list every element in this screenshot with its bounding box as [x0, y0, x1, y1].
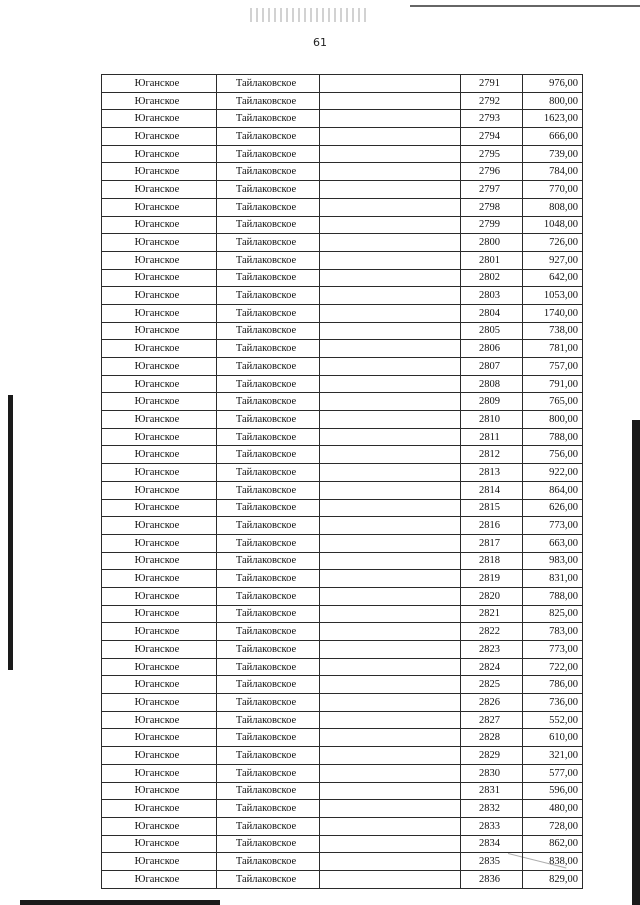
- cell-field: Юганское: [102, 499, 217, 517]
- cell-note: [320, 570, 461, 588]
- table-row: [102, 251, 583, 269]
- scan-edge-mark-left: [8, 395, 13, 670]
- cell-field: Юганское: [102, 711, 217, 729]
- cell-note: [320, 75, 461, 93]
- cell-field: Юганское: [102, 340, 217, 358]
- scan-noise-top: [250, 8, 370, 22]
- cell-value: 773,00: [523, 517, 583, 535]
- table-row: [102, 145, 583, 163]
- cell-note: [320, 552, 461, 570]
- cell-number: 2810: [461, 411, 523, 429]
- cell-note: [320, 446, 461, 464]
- cell-value: 786,00: [523, 676, 583, 694]
- cell-number: 2817: [461, 534, 523, 552]
- cell-area: Тайлаковское: [217, 853, 320, 871]
- cell-value: 1048,00: [523, 216, 583, 234]
- cell-field: Юганское: [102, 428, 217, 446]
- cell-note: [320, 835, 461, 853]
- cell-area: Тайлаковское: [217, 800, 320, 818]
- cell-area: Тайлаковское: [217, 870, 320, 888]
- cell-value: 666,00: [523, 128, 583, 146]
- cell-value: 831,00: [523, 570, 583, 588]
- cell-value: 765,00: [523, 393, 583, 411]
- table-row: [102, 464, 583, 482]
- table-row: [102, 411, 583, 429]
- cell-note: [320, 605, 461, 623]
- cell-area: Тайлаковское: [217, 198, 320, 216]
- table-row: [102, 481, 583, 499]
- cell-field: Юганское: [102, 358, 217, 376]
- cell-value: 838,00: [523, 853, 583, 871]
- table-row: [102, 358, 583, 376]
- cell-number: 2819: [461, 570, 523, 588]
- cell-value: 722,00: [523, 658, 583, 676]
- cell-field: Юганское: [102, 817, 217, 835]
- cell-area: Тайлаковское: [217, 358, 320, 376]
- cell-area: Тайлаковское: [217, 676, 320, 694]
- cell-field: Юганское: [102, 198, 217, 216]
- cell-value: 596,00: [523, 782, 583, 800]
- cell-area: Тайлаковское: [217, 234, 320, 252]
- table-row: [102, 393, 583, 411]
- table-row: [102, 817, 583, 835]
- table-row: [102, 800, 583, 818]
- registry-table: [101, 74, 583, 889]
- table-row: [102, 75, 583, 93]
- cell-area: Тайлаковское: [217, 322, 320, 340]
- table-row: [102, 570, 583, 588]
- cell-area: Тайлаковское: [217, 764, 320, 782]
- cell-number: 2802: [461, 269, 523, 287]
- cell-field: Юганское: [102, 481, 217, 499]
- cell-number: 2825: [461, 676, 523, 694]
- cell-value: 321,00: [523, 747, 583, 765]
- cell-number: 2815: [461, 499, 523, 517]
- cell-number: 2796: [461, 163, 523, 181]
- cell-field: Юганское: [102, 676, 217, 694]
- cell-value: 1740,00: [523, 304, 583, 322]
- cell-area: Тайлаковское: [217, 145, 320, 163]
- cell-note: [320, 234, 461, 252]
- cell-number: 2792: [461, 92, 523, 110]
- cell-note: [320, 782, 461, 800]
- cell-field: Юганское: [102, 605, 217, 623]
- cell-area: Тайлаковское: [217, 534, 320, 552]
- cell-number: 2791: [461, 75, 523, 93]
- cell-value: 788,00: [523, 587, 583, 605]
- table-row: [102, 853, 583, 871]
- cell-number: 2831: [461, 782, 523, 800]
- cell-number: 2803: [461, 287, 523, 305]
- cell-note: [320, 694, 461, 712]
- cell-area: Тайлаковское: [217, 835, 320, 853]
- cell-number: 2805: [461, 322, 523, 340]
- cell-value: 788,00: [523, 428, 583, 446]
- cell-note: [320, 817, 461, 835]
- cell-field: Юганское: [102, 128, 217, 146]
- table-row: [102, 835, 583, 853]
- cell-number: 2811: [461, 428, 523, 446]
- cell-area: Тайлаковское: [217, 340, 320, 358]
- table-row: [102, 128, 583, 146]
- cell-value: 791,00: [523, 375, 583, 393]
- cell-field: Юганское: [102, 304, 217, 322]
- cell-value: 1053,00: [523, 287, 583, 305]
- cell-number: 2826: [461, 694, 523, 712]
- cell-number: 2834: [461, 835, 523, 853]
- cell-area: Тайлаковское: [217, 304, 320, 322]
- cell-value: 784,00: [523, 163, 583, 181]
- cell-note: [320, 764, 461, 782]
- cell-field: Юганское: [102, 800, 217, 818]
- table-row: [102, 446, 583, 464]
- cell-note: [320, 481, 461, 499]
- cell-number: 2814: [461, 481, 523, 499]
- cell-note: [320, 587, 461, 605]
- cell-note: [320, 464, 461, 482]
- cell-area: Тайлаковское: [217, 216, 320, 234]
- scan-edge-bar-right: [632, 420, 640, 905]
- cell-field: Юганское: [102, 623, 217, 641]
- cell-area: Тайлаковское: [217, 658, 320, 676]
- table-row: [102, 587, 583, 605]
- cell-number: 2824: [461, 658, 523, 676]
- cell-number: 2812: [461, 446, 523, 464]
- cell-field: Юганское: [102, 870, 217, 888]
- cell-note: [320, 92, 461, 110]
- cell-value: 577,00: [523, 764, 583, 782]
- cell-field: Юганское: [102, 747, 217, 765]
- cell-value: 726,00: [523, 234, 583, 252]
- cell-value: 739,00: [523, 145, 583, 163]
- cell-note: [320, 393, 461, 411]
- cell-value: 825,00: [523, 605, 583, 623]
- cell-value: 864,00: [523, 481, 583, 499]
- table-row: [102, 676, 583, 694]
- cell-note: [320, 181, 461, 199]
- cell-note: [320, 428, 461, 446]
- cell-value: 728,00: [523, 817, 583, 835]
- table-row: [102, 322, 583, 340]
- cell-area: Тайлаковское: [217, 587, 320, 605]
- cell-field: Юганское: [102, 234, 217, 252]
- table-row: [102, 694, 583, 712]
- cell-number: 2816: [461, 517, 523, 535]
- table-row: [102, 92, 583, 110]
- cell-note: [320, 358, 461, 376]
- cell-area: Тайлаковское: [217, 623, 320, 641]
- cell-note: [320, 711, 461, 729]
- cell-note: [320, 534, 461, 552]
- cell-field: Юганское: [102, 110, 217, 128]
- cell-value: 756,00: [523, 446, 583, 464]
- registry-table-body: [102, 75, 583, 889]
- cell-area: Тайлаковское: [217, 747, 320, 765]
- cell-number: 2833: [461, 817, 523, 835]
- cell-note: [320, 747, 461, 765]
- cell-value: 610,00: [523, 729, 583, 747]
- cell-number: 2813: [461, 464, 523, 482]
- cell-area: Тайлаковское: [217, 517, 320, 535]
- cell-value: 552,00: [523, 711, 583, 729]
- cell-number: 2827: [461, 711, 523, 729]
- cell-number: 2800: [461, 234, 523, 252]
- cell-field: Юганское: [102, 287, 217, 305]
- cell-number: 2821: [461, 605, 523, 623]
- cell-field: Юганское: [102, 782, 217, 800]
- table-row: [102, 782, 583, 800]
- table-row: [102, 269, 583, 287]
- cell-number: 2804: [461, 304, 523, 322]
- cell-field: Юганское: [102, 145, 217, 163]
- cell-area: Тайлаковское: [217, 782, 320, 800]
- cell-field: Юганское: [102, 552, 217, 570]
- cell-note: [320, 340, 461, 358]
- cell-field: Юганское: [102, 411, 217, 429]
- cell-area: Тайлаковское: [217, 464, 320, 482]
- cell-area: Тайлаковское: [217, 393, 320, 411]
- cell-field: Юганское: [102, 694, 217, 712]
- cell-value: 983,00: [523, 552, 583, 570]
- cell-field: Юганское: [102, 393, 217, 411]
- cell-area: Тайлаковское: [217, 729, 320, 747]
- table-row: [102, 304, 583, 322]
- cell-note: [320, 375, 461, 393]
- scan-edge-line-top: [410, 5, 640, 7]
- cell-note: [320, 499, 461, 517]
- cell-number: 2829: [461, 747, 523, 765]
- cell-field: Юганское: [102, 853, 217, 871]
- cell-field: Юганское: [102, 587, 217, 605]
- cell-field: Юганское: [102, 835, 217, 853]
- cell-number: 2795: [461, 145, 523, 163]
- cell-value: 1623,00: [523, 110, 583, 128]
- cell-note: [320, 641, 461, 659]
- cell-field: Юганское: [102, 764, 217, 782]
- cell-field: Юганское: [102, 251, 217, 269]
- cell-note: [320, 251, 461, 269]
- cell-value: 976,00: [523, 75, 583, 93]
- cell-value: 783,00: [523, 623, 583, 641]
- table-row: [102, 711, 583, 729]
- table-row: [102, 287, 583, 305]
- cell-number: 2794: [461, 128, 523, 146]
- cell-number: 2820: [461, 587, 523, 605]
- cell-value: 770,00: [523, 181, 583, 199]
- cell-value: 800,00: [523, 411, 583, 429]
- cell-value: 757,00: [523, 358, 583, 376]
- table-row: [102, 181, 583, 199]
- cell-number: 2808: [461, 375, 523, 393]
- cell-area: Тайлаковское: [217, 181, 320, 199]
- cell-value: 663,00: [523, 534, 583, 552]
- cell-value: 480,00: [523, 800, 583, 818]
- cell-area: Тайлаковское: [217, 411, 320, 429]
- cell-number: 2797: [461, 181, 523, 199]
- cell-number: 2807: [461, 358, 523, 376]
- cell-area: Тайлаковское: [217, 641, 320, 659]
- cell-note: [320, 623, 461, 641]
- cell-note: [320, 198, 461, 216]
- cell-area: Тайлаковское: [217, 817, 320, 835]
- cell-note: [320, 411, 461, 429]
- cell-note: [320, 163, 461, 181]
- cell-value: 922,00: [523, 464, 583, 482]
- table-row: [102, 552, 583, 570]
- table-row: [102, 499, 583, 517]
- cell-note: [320, 322, 461, 340]
- cell-value: 781,00: [523, 340, 583, 358]
- cell-area: Тайлаковское: [217, 605, 320, 623]
- table-row: [102, 198, 583, 216]
- cell-area: Тайлаковское: [217, 75, 320, 93]
- cell-field: Юганское: [102, 570, 217, 588]
- cell-number: 2836: [461, 870, 523, 888]
- cell-area: Тайлаковское: [217, 499, 320, 517]
- cell-value: 738,00: [523, 322, 583, 340]
- cell-note: [320, 304, 461, 322]
- table-row: [102, 623, 583, 641]
- cell-note: [320, 658, 461, 676]
- table-row: [102, 163, 583, 181]
- table-row: [102, 534, 583, 552]
- cell-field: Юганское: [102, 92, 217, 110]
- cell-note: [320, 853, 461, 871]
- cell-area: Тайлаковское: [217, 128, 320, 146]
- table-row: [102, 729, 583, 747]
- cell-field: Юганское: [102, 641, 217, 659]
- cell-note: [320, 729, 461, 747]
- cell-field: Юганское: [102, 163, 217, 181]
- cell-area: Тайлаковское: [217, 269, 320, 287]
- cell-number: 2832: [461, 800, 523, 818]
- cell-number: 2809: [461, 393, 523, 411]
- cell-value: 829,00: [523, 870, 583, 888]
- cell-value: 808,00: [523, 198, 583, 216]
- cell-value: 736,00: [523, 694, 583, 712]
- cell-area: Тайлаковское: [217, 287, 320, 305]
- page-number: 61: [313, 36, 327, 49]
- table-row: [102, 641, 583, 659]
- table-row: [102, 340, 583, 358]
- cell-number: 2806: [461, 340, 523, 358]
- cell-value: 862,00: [523, 835, 583, 853]
- cell-value: 773,00: [523, 641, 583, 659]
- cell-area: Тайлаковское: [217, 375, 320, 393]
- cell-field: Юганское: [102, 534, 217, 552]
- cell-number: 2818: [461, 552, 523, 570]
- cell-field: Юганское: [102, 464, 217, 482]
- cell-area: Тайлаковское: [217, 92, 320, 110]
- cell-number: 2835: [461, 853, 523, 871]
- cell-number: 2798: [461, 198, 523, 216]
- table-row: [102, 428, 583, 446]
- table-row: [102, 517, 583, 535]
- cell-note: [320, 269, 461, 287]
- cell-value: 642,00: [523, 269, 583, 287]
- cell-area: Тайлаковское: [217, 163, 320, 181]
- cell-note: [320, 517, 461, 535]
- cell-number: 2793: [461, 110, 523, 128]
- cell-field: Юганское: [102, 181, 217, 199]
- cell-number: 2801: [461, 251, 523, 269]
- cell-note: [320, 676, 461, 694]
- cell-number: 2828: [461, 729, 523, 747]
- cell-area: Тайлаковское: [217, 446, 320, 464]
- cell-field: Юганское: [102, 729, 217, 747]
- cell-note: [320, 128, 461, 146]
- cell-area: Тайлаковское: [217, 428, 320, 446]
- cell-number: 2799: [461, 216, 523, 234]
- table-row: [102, 216, 583, 234]
- cell-field: Юганское: [102, 322, 217, 340]
- cell-note: [320, 145, 461, 163]
- table-row: [102, 658, 583, 676]
- cell-field: Юганское: [102, 216, 217, 234]
- cell-area: Тайлаковское: [217, 570, 320, 588]
- cell-note: [320, 287, 461, 305]
- cell-number: 2823: [461, 641, 523, 659]
- cell-number: 2822: [461, 623, 523, 641]
- cell-number: 2830: [461, 764, 523, 782]
- cell-field: Юганское: [102, 658, 217, 676]
- cell-field: Юганское: [102, 269, 217, 287]
- table-row: [102, 747, 583, 765]
- table-row: [102, 605, 583, 623]
- table-row: [102, 870, 583, 888]
- cell-note: [320, 110, 461, 128]
- cell-area: Тайлаковское: [217, 552, 320, 570]
- scan-edge-bar-bottom: [20, 900, 220, 905]
- cell-area: Тайлаковское: [217, 110, 320, 128]
- cell-area: Тайлаковское: [217, 711, 320, 729]
- table-row: [102, 764, 583, 782]
- table-row: [102, 234, 583, 252]
- cell-field: Юганское: [102, 75, 217, 93]
- cell-area: Тайлаковское: [217, 694, 320, 712]
- table-row: [102, 110, 583, 128]
- table-row: [102, 375, 583, 393]
- cell-field: Юганское: [102, 375, 217, 393]
- cell-value: 626,00: [523, 499, 583, 517]
- cell-area: Тайлаковское: [217, 251, 320, 269]
- cell-value: 927,00: [523, 251, 583, 269]
- cell-value: 800,00: [523, 92, 583, 110]
- cell-field: Юганское: [102, 517, 217, 535]
- cell-note: [320, 870, 461, 888]
- cell-field: Юганское: [102, 446, 217, 464]
- cell-note: [320, 800, 461, 818]
- cell-note: [320, 216, 461, 234]
- cell-area: Тайлаковское: [217, 481, 320, 499]
